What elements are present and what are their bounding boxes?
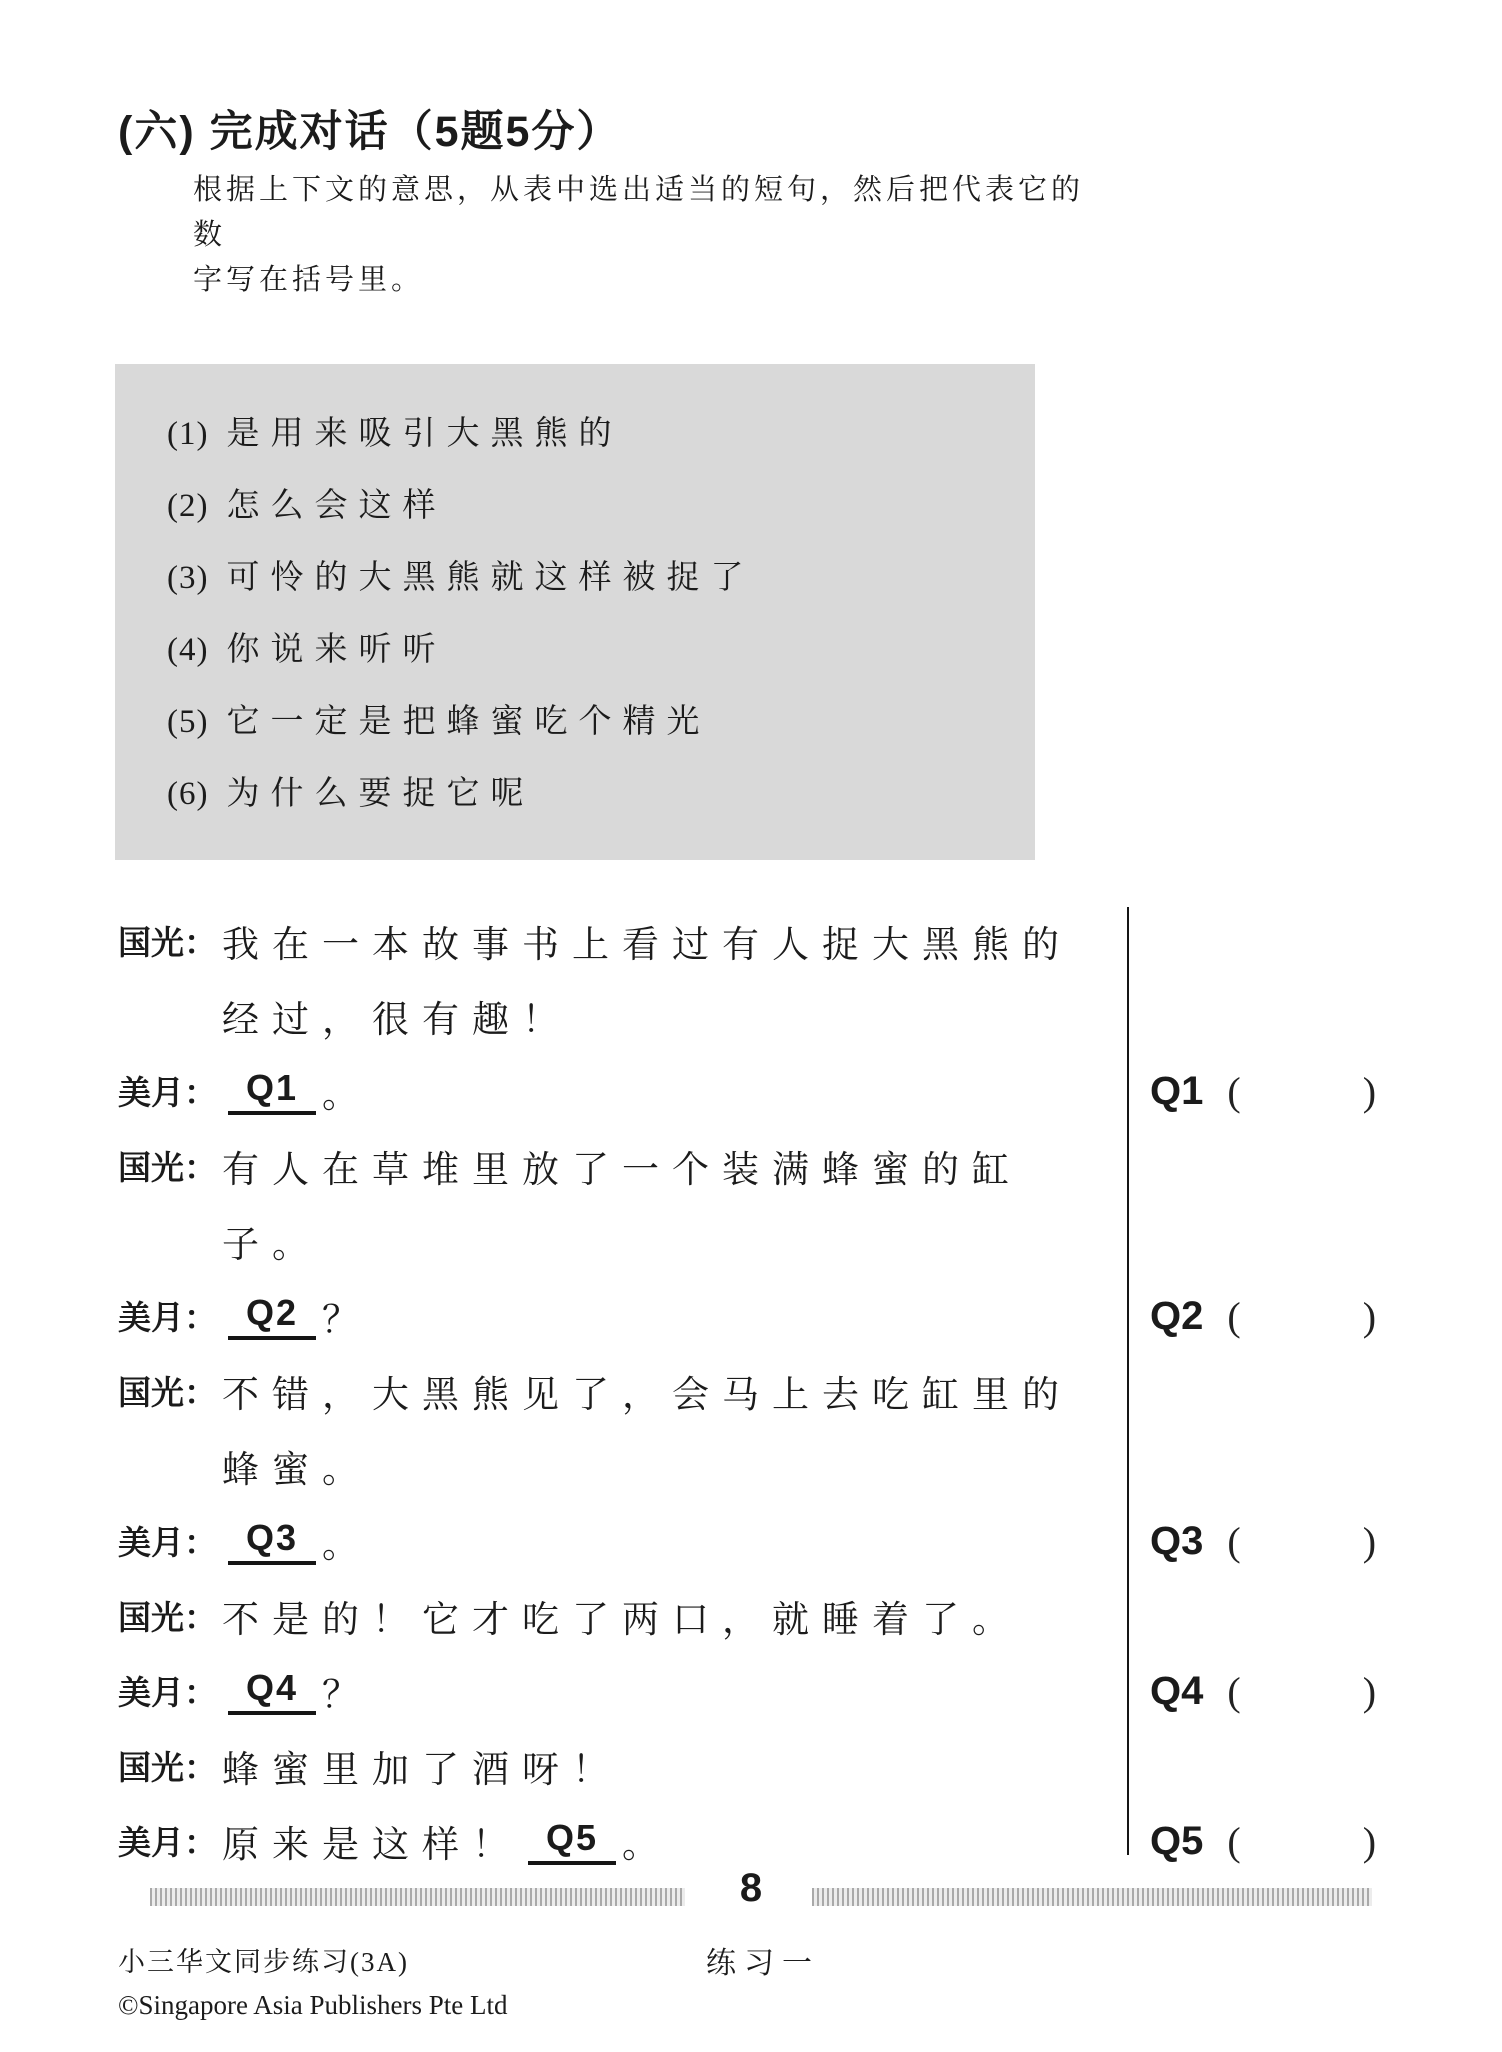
options-box xyxy=(115,364,1035,860)
instruction-line-2: 字写在括号里。 xyxy=(193,264,425,296)
exercise-label: 练习一 xyxy=(706,1947,820,1980)
dialogue-text: 蜂蜜。 xyxy=(222,1449,372,1491)
dialogue-text: 经过，很有趣！ xyxy=(222,999,572,1041)
dialogue-line xyxy=(118,1128,1448,1203)
answer-slot-q3[interactable] xyxy=(1150,1511,1376,1571)
vertical-divider xyxy=(1127,907,1129,1855)
answer-blank-q5[interactable]: Q5 xyxy=(528,1817,616,1865)
speaker-name: 美月： xyxy=(118,1299,217,1336)
option-text: 是用来吸引大黑熊的 xyxy=(226,416,623,452)
dialogue-content xyxy=(222,1439,372,1493)
option-number: (3) xyxy=(167,560,209,596)
book-title-label: 小三华文同步练习(3A) xyxy=(118,1947,409,1977)
answer-slot-q1[interactable] xyxy=(1150,1061,1376,1121)
paren-close: ) xyxy=(1362,1518,1377,1564)
answer-slot-label: Q2 xyxy=(1150,1293,1204,1338)
dialogue-line xyxy=(118,1353,1448,1428)
dialogue-text: 有人在草堆里放了一个装满蜂蜜的缸 xyxy=(222,1149,1022,1191)
instruction-text xyxy=(193,168,1093,303)
option-number: (1) xyxy=(167,416,209,452)
paren-close: ) xyxy=(1362,1818,1377,1864)
dialogue-text: 。 xyxy=(622,1824,673,1866)
answer-slot-label: Q3 xyxy=(1150,1518,1204,1563)
dialogue-text: 。 xyxy=(322,1524,373,1566)
option-number: (5) xyxy=(167,704,209,740)
paren-close: ) xyxy=(1362,1668,1377,1714)
option-text: 可怜的大黑熊就这样被捉了 xyxy=(226,560,755,596)
dialogue-text: 子。 xyxy=(222,1224,322,1266)
paren-close: ) xyxy=(1362,1293,1377,1339)
speaker-name: 国光： xyxy=(118,1374,217,1411)
dialogue-lines xyxy=(118,903,1448,1878)
dialogue-content xyxy=(222,1139,1022,1193)
dialogue-content xyxy=(222,989,572,1043)
copyright-text: ©Singapore Asia Publishers Pte Ltd xyxy=(118,1990,508,2020)
paren-open: ( xyxy=(1227,1068,1241,1114)
dialogue-text: 原来是这样！ xyxy=(222,1824,522,1866)
dialogue-line xyxy=(118,1728,1448,1803)
dialogue-content xyxy=(222,1664,372,1718)
dialogue-text: 蜂蜜里加了酒呀！ xyxy=(222,1749,622,1791)
paren-open: ( xyxy=(1227,1518,1241,1564)
option-text: 怎么会这样 xyxy=(226,488,447,524)
speaker-name: 国光： xyxy=(118,924,217,961)
speaker-name: 美月： xyxy=(118,1524,217,1561)
answer-slot-q2[interactable] xyxy=(1150,1286,1376,1346)
speaker-name: 国光： xyxy=(118,1599,217,1636)
option-item-3 xyxy=(167,542,754,614)
answer-slot-q5[interactable] xyxy=(1150,1811,1376,1871)
option-number: (2) xyxy=(167,488,209,524)
answer-slot-label: Q4 xyxy=(1150,1668,1204,1713)
dialogue-line xyxy=(118,1428,1448,1503)
option-item-2 xyxy=(167,470,754,542)
dialogue-text: 我在一本故事书上看过有人捉大黑熊的 xyxy=(222,924,1072,966)
dialogue-line xyxy=(118,978,1448,1053)
dialogue-text: 不是的！它才吃了两口，就睡着了。 xyxy=(222,1599,1022,1641)
option-number: (6) xyxy=(167,776,209,812)
option-item-1 xyxy=(167,398,754,470)
answer-slot-q4[interactable] xyxy=(1150,1661,1376,1721)
dialogue-line xyxy=(118,903,1448,978)
answer-slot-label: Q1 xyxy=(1150,1068,1204,1113)
dialogue-content xyxy=(222,1814,672,1868)
dialogue-line xyxy=(118,1203,1448,1278)
option-text: 为什么要捉它呢 xyxy=(226,776,535,812)
dialogue-content xyxy=(222,1064,372,1118)
speaker-name: 国光： xyxy=(118,1749,217,1786)
instruction-line-1: 根据上下文的意思，从表中选出适当的短句，然后把代表它的数 xyxy=(193,174,1085,251)
option-number: (4) xyxy=(167,632,209,668)
paren-close: ) xyxy=(1362,1068,1377,1114)
paren-open: ( xyxy=(1227,1668,1241,1714)
dialogue-content xyxy=(222,1589,1022,1643)
answer-blank-q2[interactable]: Q2 xyxy=(228,1292,316,1340)
dialogue-text: ？ xyxy=(322,1299,373,1341)
dialogue-line xyxy=(118,1578,1448,1653)
dialogue-content xyxy=(222,1364,1072,1418)
option-text: 它一定是把蜂蜜吃个精光 xyxy=(226,704,711,740)
answer-blank-q4[interactable]: Q4 xyxy=(228,1667,316,1715)
speaker-name: 美月： xyxy=(118,1824,217,1861)
speaker-name: 国光： xyxy=(118,1149,217,1186)
dialogue-content xyxy=(222,1214,322,1268)
dialogue-content xyxy=(222,1739,622,1793)
options-list xyxy=(167,398,754,830)
answer-blank-q3[interactable]: Q3 xyxy=(228,1517,316,1565)
option-item-6 xyxy=(167,758,754,830)
dialogue-text: 不错，大黑熊见了，会马上去吃缸里的 xyxy=(222,1374,1072,1416)
dialogue-section xyxy=(118,903,1448,1878)
option-text: 你说来听听 xyxy=(226,632,447,668)
dialogue-text: ？ xyxy=(322,1674,373,1716)
dialogue-content xyxy=(222,1514,372,1568)
speaker-name: 美月： xyxy=(118,1674,217,1711)
dialogue-content xyxy=(222,1289,372,1343)
answer-blank-q1[interactable]: Q1 xyxy=(228,1067,316,1115)
speaker-name: 美月： xyxy=(118,1074,217,1111)
paren-open: ( xyxy=(1227,1293,1241,1339)
option-item-4 xyxy=(167,614,754,686)
option-item-5 xyxy=(167,686,754,758)
dialogue-content xyxy=(222,914,1072,968)
answer-slot-label: Q5 xyxy=(1150,1818,1204,1863)
section-title: (六) 完成对话（5题5分） xyxy=(118,108,622,156)
paren-open: ( xyxy=(1227,1818,1241,1864)
page-number: 8 xyxy=(739,1866,763,1910)
dialogue-text: 。 xyxy=(322,1074,373,1116)
